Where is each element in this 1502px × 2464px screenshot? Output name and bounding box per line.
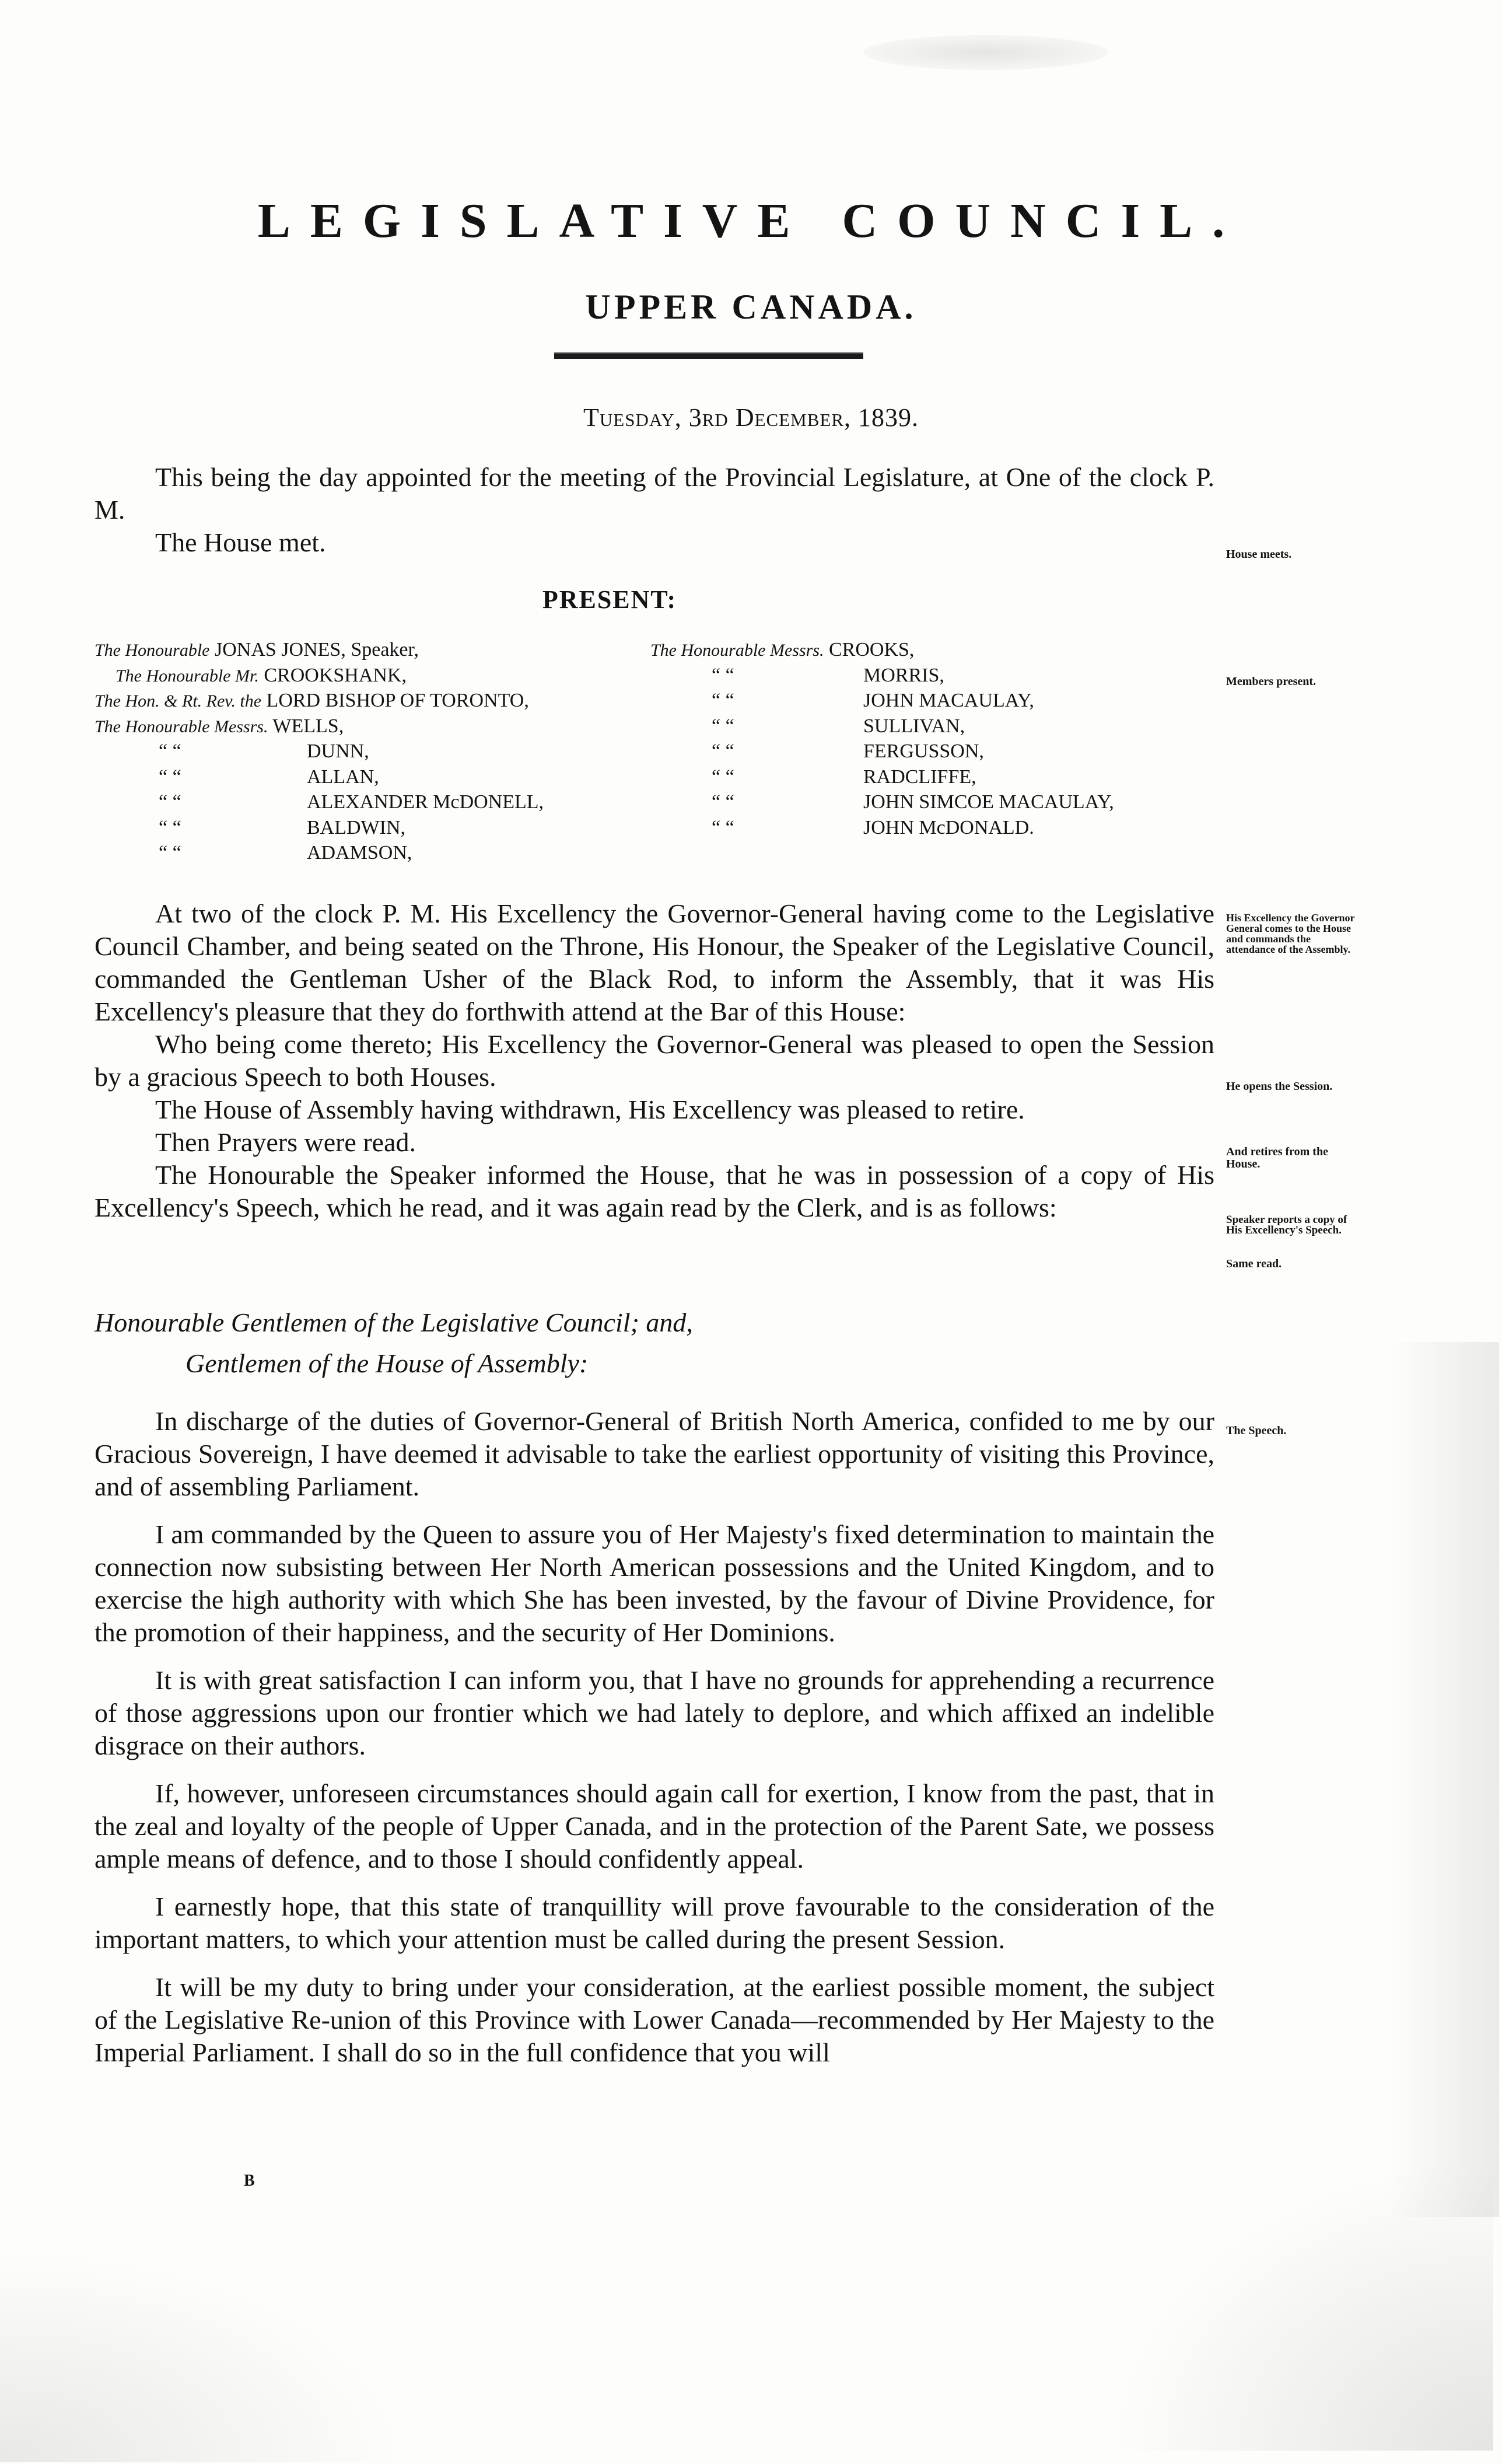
member-entry: The Honourable Messrs. CROOKS, xyxy=(650,639,915,660)
member-entry: The Honourable JONAS JONES, Speaker, xyxy=(94,639,419,660)
member-entry: “ “ DUNN, xyxy=(159,740,369,762)
member-entry: “ “ MORRIS, xyxy=(712,664,944,686)
speech-paragraph: I am commanded by the Queen to assure you of Her Majesty's fixed determination to maintain the connection now subsisting between Her North American possessions and the United Kingdom, and to exercise the high authority with which She has been invested, by the favour of Divine Providence, for the promotion of their happiness, and the security of Her Dominions. xyxy=(94,1519,1214,1647)
speech-address-council: Honourable Gentlemen of the Legislative Council; and, xyxy=(94,1308,693,1337)
speech-paragraph: In discharge of the duties of Governor-General of British North America, confided to me by our Gracious Sovereign, I have deemed it advisable to take the earliest opportunity of visiting this Province, and of assembling Parliament. xyxy=(94,1406,1214,1501)
proceedings-paragraph: Who being come thereto; His Excellency the Governor-General was pleased to open the Session by a gracious Speech to both Houses. xyxy=(94,1029,1214,1092)
page-title: LEGISLATIVE COUNCIL. xyxy=(257,194,1245,248)
speech-paragraph: It is with great satisfaction I can inform you, that I have no grounds for apprehending a recurrence of those aggressions upon our frontier which we had lately to deplore, and which affixed an indelible disgrace on their authors. xyxy=(94,1665,1214,1760)
speech-block xyxy=(94,1405,1214,2069)
title-rule xyxy=(554,352,863,359)
member-entry: “ “ ALEXANDER McDONELL, xyxy=(159,791,544,813)
members-left-column xyxy=(94,637,631,866)
proceedings-paragraph: At two of the clock P. M. His Excellency the Governor-General having come to the Legislative Council Chamber, and being seated on the Throne, His Honour, the Speaker of the Legislative Council, commanded the Gentleman Usher of the Black Rod, to inform the Assembly, that it was His Excellency's pleasure that they do forthwith attend at the Bar of this House: xyxy=(94,899,1214,1026)
margin-note-same-read: Same read. xyxy=(1226,1257,1282,1270)
speech-address-assembly: Gentlemen of the House of Assembly: xyxy=(185,1348,589,1378)
speech-paragraph: It will be my duty to bring under your consideration, at the earliest possible moment, the subject of the Legislative Re-union of this Province with Lower Canada—recommended by Her Majesty to the Imperial Parliament. I shall do so in the full confidence that you will xyxy=(94,1972,1214,2067)
member-entry: “ “ JOHN SIMCOE MACAULAY, xyxy=(712,791,1114,813)
member-entry: The Hon. & Rt. Rev. the LORD BISHOP OF TORONTO, xyxy=(94,690,529,711)
signature-mark: B xyxy=(244,2172,255,2190)
margin-note-members-present: Members present. xyxy=(1226,675,1317,688)
intro-paragraph: This being the day appointed for the meeting of the Provincial Legislature, at One of the clock P. M. xyxy=(94,462,1214,525)
speech-paragraph: If, however, unforeseen circumstances should again call for exertion, I know from the past, that in the zeal and loyalty of the people of Upper Canada, and in the protection of the Parent Sate, we possess ample means of defence, and to those I should confidently appeal. xyxy=(94,1778,1214,1874)
speech-paragraph: I earnestly hope, that this state of tranquillity will prove favourable to the consideration of the important matters, to which your attention must be called during the present Session. xyxy=(94,1892,1214,1954)
house-met-line: The House met. xyxy=(155,527,326,557)
member-entry: “ “ RADCLIFFE, xyxy=(712,766,976,788)
proceedings-paragraph: The House of Assembly having withdrawn, His Excellency was pleased to retire. xyxy=(155,1095,1025,1124)
scan-noise xyxy=(0,2246,408,2462)
members-right-column xyxy=(650,637,1222,840)
member-entry: “ “ ADAMSON, xyxy=(159,842,412,864)
margin-note-governor-comes: His Excellency the Governor General comes to the House and commands the attendance of the Assembly. xyxy=(1226,912,1355,955)
proceedings-block xyxy=(94,897,1214,1224)
scan-noise xyxy=(1108,2159,1493,2451)
member-entry: “ “ SULLIVAN, xyxy=(712,715,965,737)
margin-note-opens-session: He opens the Session. xyxy=(1226,1080,1333,1093)
session-date: Tuesday, 3rd December, 1839. xyxy=(583,403,919,432)
member-entry: The Honourable Messrs. WELLS, xyxy=(94,715,344,737)
scan-noise xyxy=(863,35,1108,70)
margin-note-retires: And retires from the House. xyxy=(1226,1145,1328,1170)
member-entry: The Honourable Mr. CROOKSHANK, xyxy=(115,664,407,686)
scan-noise xyxy=(1388,1342,1499,2217)
page-subtitle: UPPER CANADA. xyxy=(585,288,917,326)
member-entry: “ “ JOHN McDONALD. xyxy=(712,816,1034,838)
member-entry: “ “ ALLAN, xyxy=(159,766,379,788)
margin-note-the-speech: The Speech. xyxy=(1226,1424,1287,1437)
proceedings-paragraph: Then Prayers were read. xyxy=(155,1127,416,1157)
present-heading: PRESENT: xyxy=(542,585,677,614)
margin-note-house-meets: House meets. xyxy=(1226,548,1292,561)
member-entry: “ “ JOHN MACAULAY, xyxy=(712,690,1034,711)
margin-note-speaker-reports: Speaker reports a copy of His Excellency's Speech. xyxy=(1226,1214,1347,1236)
member-entry: “ “ FERGUSSON, xyxy=(712,740,984,762)
member-entry: “ “ BALDWIN, xyxy=(159,816,406,838)
proceedings-paragraph: The Honourable the Speaker informed the House, that he was in possession of a copy of His Excellency's Speech, which he read, and it was again read by the Clerk, and is as follows: xyxy=(94,1160,1214,1222)
intro-block xyxy=(94,461,1214,559)
